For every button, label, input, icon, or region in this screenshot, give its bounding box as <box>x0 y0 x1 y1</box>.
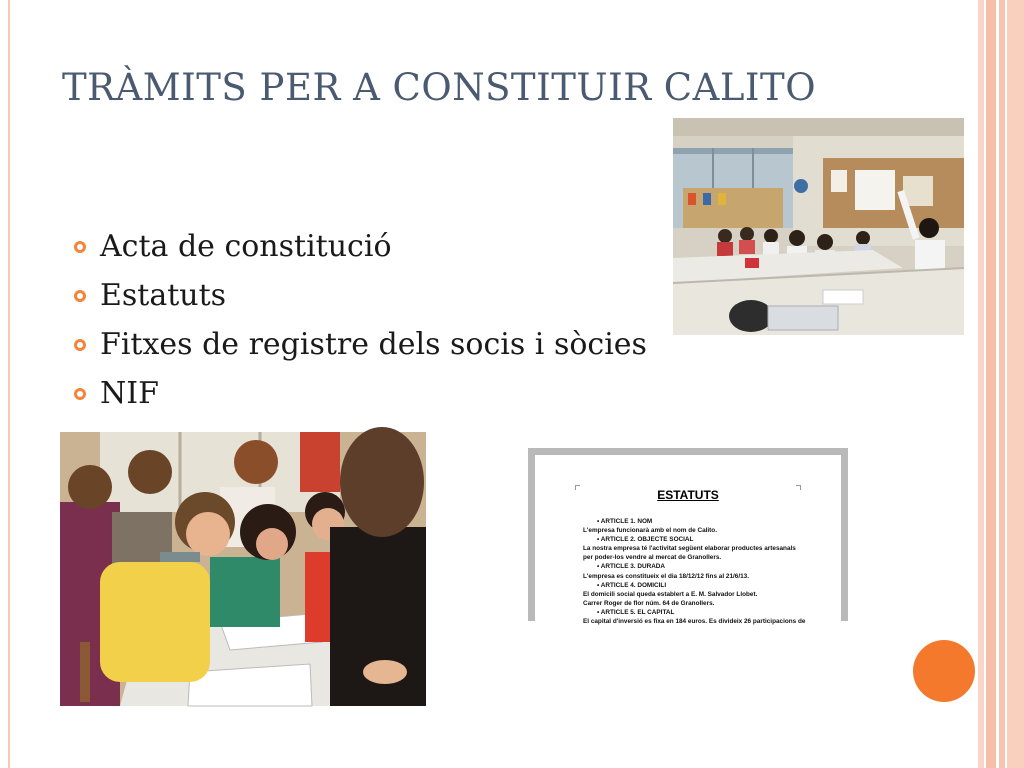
document-line: Carrer Roger de flor núm. 64 de Granollers. <box>583 599 715 607</box>
document-title: ESTATUTS <box>657 488 719 502</box>
bullet-circle-icon <box>74 241 86 253</box>
document-line: El domicili social queda establert a E. M. Salvador Llobet. <box>583 590 758 598</box>
bullet-list <box>74 222 647 418</box>
bullet-circle-icon <box>74 339 86 351</box>
document-page <box>535 455 841 626</box>
document-line: L'empresa funcionarà amb el nom de Calito. <box>583 527 717 535</box>
right-decorative-stripes <box>978 0 1024 768</box>
left-border-rule <box>8 0 10 768</box>
bullet-item <box>74 369 647 418</box>
bullet-item <box>74 320 647 369</box>
slide-title: TRÀMITS PER A CONSTITUIR CALITO <box>62 66 817 109</box>
bullet-text: NIF <box>100 376 159 411</box>
statutes-document-image <box>528 448 848 626</box>
document-line: per poder-los vendre al mercat de Granollers. <box>583 554 722 562</box>
classroom-photo <box>673 118 964 335</box>
document-line: • ARTICLE 5. EL CAPITAL <box>597 608 675 616</box>
bullet-circle-icon <box>74 290 86 302</box>
document-body <box>583 517 805 626</box>
bullet-item <box>74 222 647 271</box>
bullet-circle-icon <box>74 388 86 400</box>
document-line: El capital d'inversió es fixa en 184 euros. Es divideix 26 participacions de <box>583 618 806 626</box>
document-line: • ARTICLE 1. NOM <box>597 518 653 525</box>
bullet-text: Fitxes de registre dels socis i sòcies <box>100 327 647 362</box>
document-line: • ARTICLE 3. DURADA <box>597 563 666 571</box>
bullet-text: Estatuts <box>100 278 227 313</box>
students-group-photo <box>60 432 426 706</box>
bullet-text: Acta de constitució <box>100 229 392 264</box>
document-line: • ARTICLE 2. OBJECTE SOCIAL <box>597 536 694 544</box>
document-line: L'empresa es constitueix el dia 18/12/12 fins al 21/6/13. <box>583 572 749 580</box>
bullet-item <box>74 271 647 320</box>
decorative-orange-dot <box>913 640 975 702</box>
document-line: La nostra empresa té l'activitat següent elaborar productes artesanals <box>583 545 796 553</box>
document-line: • ARTICLE 4. DOMICILI <box>597 581 667 589</box>
